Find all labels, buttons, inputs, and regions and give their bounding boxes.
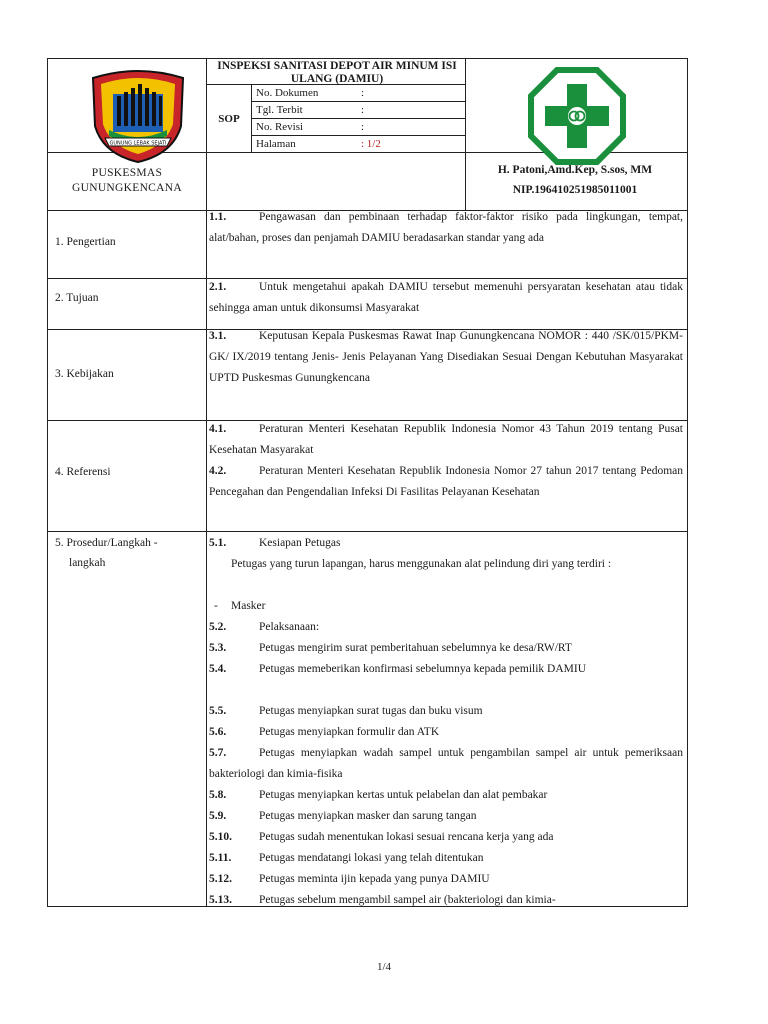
item-5-13 (209, 890, 683, 907)
item-3-1 (209, 326, 683, 389)
item-2-1 (209, 277, 683, 319)
item-4-1 (209, 419, 683, 461)
item-text: Untuk mengetahui apakah DAMIU tersebut memenuhi persyaratan kesehatan atau tidak sehingga aman untuk dikonsumsi Masyarakat (209, 281, 683, 314)
item-5-11 (209, 848, 683, 869)
item-5-10 (209, 827, 683, 848)
meta-row-document-number (256, 85, 364, 101)
section-label-tujuan: 2. Tujuan (55, 292, 99, 304)
item-number: 5.13. (209, 894, 232, 906)
item-text: Petugas memeberikan konfirmasi sebelumnya kepada pemilik DAMIU (259, 663, 587, 675)
meta-row-issue-date (256, 102, 364, 118)
page-number: 1/4 (376, 961, 392, 973)
item-number: 3.1. (209, 330, 227, 342)
meta-label: Halaman (256, 138, 296, 150)
puskesmas-logo (527, 66, 627, 166)
item-number: 5.6. (209, 726, 227, 738)
item-5-6 (209, 722, 683, 743)
item-text: Peraturan Menteri Kesehatan Republik Indonesia Nomor 43 Tahun 2019 tentang Pusat Kesehatan Masyarakat (209, 423, 683, 456)
item-text: Petugas sudah menentukan lokasi sesuai rencana kerja yang ada (259, 831, 554, 843)
sop-label: SOP (218, 113, 240, 125)
meta-value: : 1/2 (361, 138, 381, 150)
item-number: 5.8. (209, 789, 227, 801)
item-text: Keputusan Kepala Puskesmas Rawat Inap Gunungkencana NOMOR : 440 /SK/015/PKM-GK/ IX/2019 tentang Jenis- Jenis Pelayanan Yang Disediakan Sesuai Dengan Kebutuhan Masyarakat UPTD Puskesmas Gunungkencana (209, 330, 683, 384)
item-5-1 (209, 533, 683, 554)
item-number: 5.1. (209, 537, 227, 549)
item-number: 5.5. (209, 705, 227, 717)
item-number: 5.7. (209, 747, 227, 759)
item-number: 5.12. (209, 873, 232, 885)
item-number: 2.1. (209, 281, 227, 293)
meta-label: Tgl. Terbit (256, 104, 303, 116)
item-number: 5.4. (209, 663, 227, 675)
item-5-3 (209, 638, 683, 659)
meta-label: No. Revisi (256, 121, 304, 133)
item-5-9 (209, 806, 683, 827)
meta-value: : (361, 87, 365, 99)
meta-row-revision (256, 119, 364, 135)
item-text: Petugas yang turun lapangan, harus menggunakan alat pelindung diri yang terdiri : (231, 558, 612, 570)
item-text: Petugas menyiapkan masker dan sarung tangan (259, 810, 477, 822)
item-number: 5.10. (209, 831, 232, 843)
section-label-kebijakan: 3. Kebijakan (55, 368, 114, 380)
item-number: 4.2. (209, 465, 227, 477)
meta-row-page (256, 136, 381, 152)
item-text: Pelaksanaan: (259, 621, 320, 633)
item-text: Petugas meminta ijin kepada yang punya DAMIU (259, 873, 490, 885)
item-number: 1.1. (209, 211, 227, 223)
item-number: 5.9. (209, 810, 227, 822)
section-label-line: 5. Prosedur/Langkah - (55, 537, 158, 549)
regency-emblem-logo (83, 66, 193, 166)
signer-name: H. Patoni,Amd.Kep, S.sos, MM (497, 164, 653, 176)
document-title: INSPEKSI SANITASI DEPOT AIR MINUM ISI ULANG (DAMIU) (217, 60, 457, 85)
meta-label: No. Dokumen (256, 87, 319, 99)
item-text: Petugas menyiapkan wadah sampel untuk pengambilan sampel air untuk pemeriksaan bakteriologi dan kimia-fisika (209, 747, 683, 780)
item-5-5 (209, 701, 683, 722)
item-number: 4.1. (209, 423, 227, 435)
item-number: 5.3. (209, 642, 227, 654)
meta-value: : (361, 104, 365, 116)
item-5-8 (209, 785, 683, 806)
item-text: Petugas mendatangi lokasi yang telah ditentukan (259, 852, 484, 864)
meta-value: : (361, 121, 365, 133)
item-5-4 (209, 659, 683, 680)
section-label-line: langkah (69, 557, 106, 569)
item-number: 5.2. (209, 621, 227, 633)
document-header (47, 58, 688, 211)
section-label-prosedur (55, 533, 158, 573)
item-number: 5.11. (209, 852, 232, 864)
item-5-2 (209, 617, 683, 638)
organization-name (47, 166, 207, 196)
item-text: Petugas menyiapkan surat tugas dan buku visum (259, 705, 483, 717)
item-4-2 (209, 461, 683, 503)
item-text: Pengawasan dan pembinaan terhadap faktor-faktor risiko pada lingkungan, tempat, alat/bahan, proses dan penjamah DAMIU beradasarkan standar yang ada (209, 211, 683, 244)
emblem-motto: GUNUNG LEBAK SEJATI (109, 140, 167, 147)
item-text: Peraturan Menteri Kesehatan Republik Indonesia Nomor 27 tahun 2017 tentang Pedoman Pencegahan dan Pengendalian Infeksi Di Fasilitas Pelayanan Kesehatan (209, 465, 683, 498)
item-5-12 (209, 869, 683, 890)
item-masker (214, 596, 688, 617)
item-apd-note (209, 554, 683, 575)
org-line-1: PUSKESMAS (91, 167, 163, 179)
item-5-7 (209, 743, 683, 785)
sop-body-table (47, 210, 688, 907)
item-1-1 (209, 210, 683, 249)
item-text: Kesiapan Petugas (259, 537, 341, 549)
section-label-referensi: 4. Referensi (55, 466, 111, 478)
org-line-2: GUNUNGKENCANA (72, 182, 182, 194)
section-label-pengertian: 1. Pengertian (55, 236, 116, 248)
item-text: Petugas menyiapkan kertas untuk pelabelan dan alat pembakar (259, 789, 548, 801)
item-text: Masker (231, 600, 266, 612)
item-bullet: - (214, 600, 218, 612)
signer-nip: NIP.196410251985011001 (512, 184, 638, 196)
item-text: Petugas sebelum mengambil sampel air (bakteriologi dan kimia- (259, 894, 556, 906)
item-text: Petugas menyiapkan formulir dan ATK (259, 726, 440, 738)
item-text: Petugas mengirim surat pemberitahuan sebelumnya ke desa/RW/RT (259, 642, 572, 654)
